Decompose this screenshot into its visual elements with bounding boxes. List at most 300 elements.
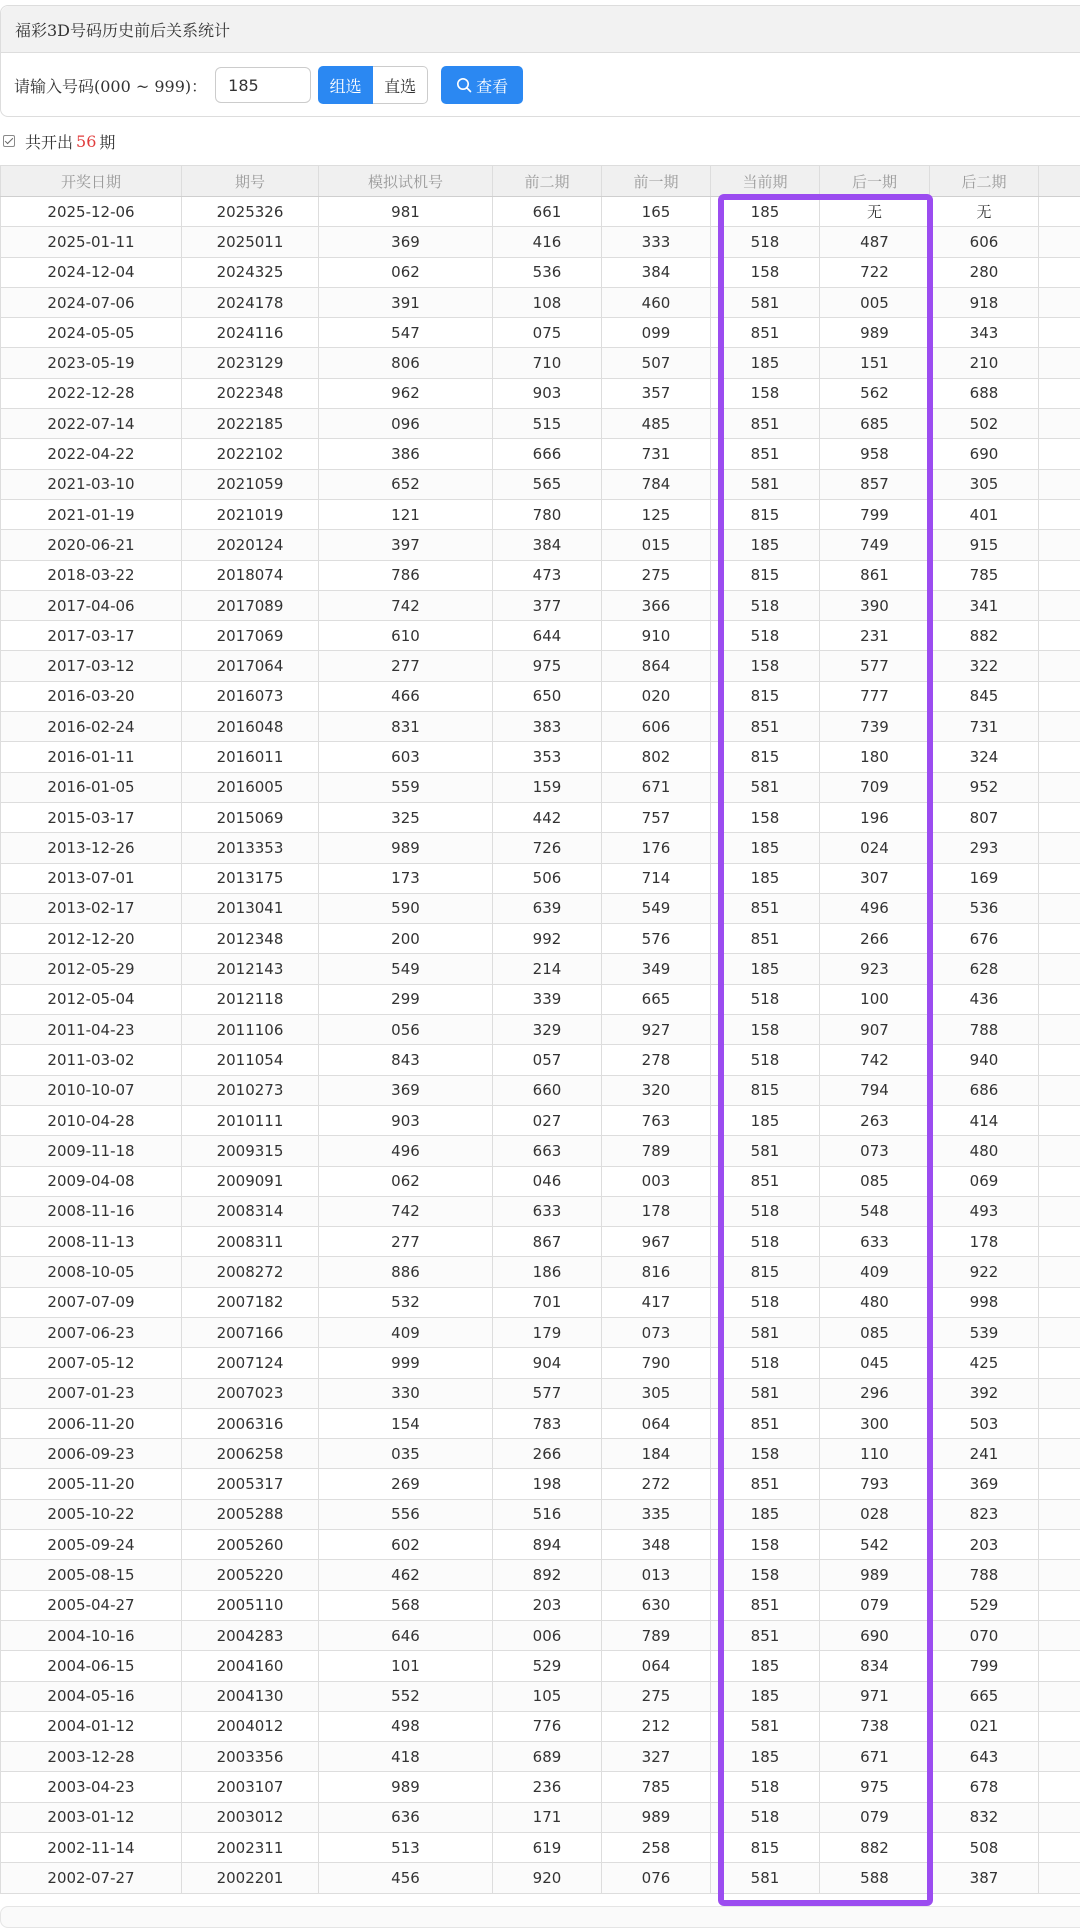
cell-blank [1039,257,1080,287]
cell-current: 518 [711,1287,820,1317]
cell-next-one: 577 [820,651,930,681]
cell-next-two: 280 [930,257,1039,287]
cell-prev-two: 992 [493,924,602,954]
table-header-row [1,166,1080,197]
table-row [1,227,1080,257]
cell-test-number: 466 [319,681,493,711]
cell-blank [1039,1378,1080,1408]
cell-date: 2021-01-19 [1,499,182,529]
cell-date: 2013-02-17 [1,893,182,923]
table-row [1,1530,1080,1560]
cell-date: 2005-04-27 [1,1590,182,1620]
cell-prev-two: 214 [493,954,602,984]
table-row [1,197,1080,227]
cell-date: 2017-04-06 [1,590,182,620]
cell-prev-one: 327 [602,1742,711,1772]
cell-issue: 2003356 [182,1742,319,1772]
cell-issue: 2024325 [182,257,319,287]
cell-prev-one: 606 [602,712,711,742]
number-input-label: 请输入号码(000 ~ 999)： [14,74,207,97]
cell-blank [1039,1560,1080,1590]
cell-test-number: 742 [319,1196,493,1226]
cell-test-number: 035 [319,1439,493,1469]
cell-date: 2022-07-14 [1,409,182,439]
cell-next-one: 231 [820,621,930,651]
cell-issue: 2016048 [182,712,319,742]
cell-prev-two: 639 [493,893,602,923]
cell-next-one: 079 [820,1802,930,1832]
col-header-next-two[interactable]: 后二期 [930,166,1039,197]
cell-prev-one: 099 [602,318,711,348]
cell-date: 2016-03-20 [1,681,182,711]
cell-date: 2021-03-10 [1,469,182,499]
table-row [1,742,1080,772]
cell-prev-two: 329 [493,1015,602,1045]
col-header-prev-one[interactable]: 前一期 [602,166,711,197]
select-mode-toggle [318,66,428,104]
cell-date: 2018-03-22 [1,560,182,590]
cell-next-two: 322 [930,651,1039,681]
col-header-current[interactable]: 当前期 [711,166,820,197]
cell-issue: 2022102 [182,439,319,469]
cell-current: 815 [711,560,820,590]
cell-prev-one: 335 [602,1499,711,1529]
table-row [1,1499,1080,1529]
cell-prev-one: 671 [602,772,711,802]
cell-date: 2003-12-28 [1,1742,182,1772]
cell-current: 185 [711,1742,820,1772]
cell-test-number: 386 [319,439,493,469]
cell-issue: 2012143 [182,954,319,984]
cell-next-two: 799 [930,1651,1039,1681]
cell-issue: 2005317 [182,1469,319,1499]
cell-next-two: 536 [930,893,1039,923]
cell-prev-two: 536 [493,257,602,287]
direct-select-button[interactable]: 直选 [373,66,428,104]
cell-next-one: 480 [820,1287,930,1317]
cell-date: 2007-06-23 [1,1317,182,1347]
cell-current: 158 [711,1015,820,1045]
cell-test-number: 096 [319,409,493,439]
cell-prev-two: 633 [493,1196,602,1226]
cell-current: 158 [711,651,820,681]
cell-blank [1039,197,1080,227]
cell-current: 158 [711,1439,820,1469]
cell-issue: 2008272 [182,1257,319,1287]
cell-issue: 2009315 [182,1136,319,1166]
cell-next-two: 922 [930,1257,1039,1287]
cell-current: 581 [711,1136,820,1166]
cell-current: 581 [711,1378,820,1408]
table-row [1,1590,1080,1620]
cell-issue: 2008311 [182,1227,319,1257]
cell-date: 2007-01-23 [1,1378,182,1408]
cell-blank [1039,681,1080,711]
cell-date: 2022-12-28 [1,378,182,408]
cell-blank [1039,1620,1080,1650]
cell-test-number: 886 [319,1257,493,1287]
cell-current: 518 [711,1348,820,1378]
cell-prev-two: 783 [493,1408,602,1438]
cell-prev-one: 003 [602,1166,711,1196]
table-row [1,560,1080,590]
cell-date: 2025-01-11 [1,227,182,257]
cell-next-two: 425 [930,1348,1039,1378]
cell-current: 518 [711,1772,820,1802]
cell-test-number: 418 [319,1742,493,1772]
cell-issue: 2017064 [182,651,319,681]
cell-next-one: 024 [820,833,930,863]
cell-blank [1039,742,1080,772]
cell-current: 815 [711,1075,820,1105]
cell-prev-one: 802 [602,742,711,772]
col-header-next-one[interactable]: 后一期 [820,166,930,197]
cell-blank [1039,1530,1080,1560]
cell-blank [1039,1439,1080,1469]
cell-date: 2009-04-08 [1,1166,182,1196]
table-row [1,348,1080,378]
cell-next-one: 739 [820,712,930,742]
cell-test-number: 409 [319,1317,493,1347]
cell-current: 851 [711,1590,820,1620]
cell-prev-one: 357 [602,378,711,408]
cell-next-one: 196 [820,802,930,832]
table-row [1,772,1080,802]
cell-next-two: 788 [930,1560,1039,1590]
cell-issue: 2018074 [182,560,319,590]
cell-next-two: 940 [930,1045,1039,1075]
cell-blank [1039,1166,1080,1196]
col-header-date[interactable]: 开奖日期 [1,166,182,197]
cell-test-number: 989 [319,833,493,863]
cell-issue: 2022348 [182,378,319,408]
table-row [1,469,1080,499]
cell-current: 851 [711,439,820,469]
cell-prev-two: 506 [493,863,602,893]
cell-prev-one: 258 [602,1833,711,1863]
cell-next-one: 296 [820,1378,930,1408]
cell-next-two: 324 [930,742,1039,772]
cell-next-one: 073 [820,1136,930,1166]
cell-issue: 2017089 [182,590,319,620]
cell-test-number: 962 [319,378,493,408]
cell-issue: 2004160 [182,1651,319,1681]
history-table [0,165,1080,1894]
cell-prev-one: 460 [602,287,711,317]
cell-test-number: 636 [319,1802,493,1832]
cell-next-one: 028 [820,1499,930,1529]
cell-blank [1039,1681,1080,1711]
cell-prev-one: 275 [602,1681,711,1711]
cell-prev-one: 549 [602,893,711,923]
cell-blank [1039,893,1080,923]
cell-issue: 2021059 [182,469,319,499]
cell-prev-one: 073 [602,1317,711,1347]
cell-current: 851 [711,924,820,954]
cell-test-number: 610 [319,621,493,651]
cell-next-two: 021 [930,1711,1039,1741]
cell-date: 2010-10-07 [1,1075,182,1105]
cell-next-one: 409 [820,1257,930,1287]
cell-prev-one: 784 [602,469,711,499]
group-select-button[interactable]: 组选 [318,66,373,104]
cell-blank [1039,772,1080,802]
cell-next-two: 529 [930,1590,1039,1620]
cell-next-two: 508 [930,1833,1039,1863]
cell-date: 2013-12-26 [1,833,182,863]
cell-next-two: 414 [930,1105,1039,1135]
cell-blank [1039,530,1080,560]
cell-issue: 2002201 [182,1863,319,1893]
cell-prev-two: 516 [493,1499,602,1529]
cell-test-number: 652 [319,469,493,499]
cell-prev-one: 485 [602,409,711,439]
cell-blank [1039,1317,1080,1347]
cell-test-number: 568 [319,1590,493,1620]
cell-next-two: 785 [930,560,1039,590]
cell-current: 185 [711,197,820,227]
cell-date: 2004-10-16 [1,1620,182,1650]
cell-prev-one: 333 [602,227,711,257]
cell-prev-two: 203 [493,1590,602,1620]
cell-prev-two: 186 [493,1257,602,1287]
cell-test-number: 056 [319,1015,493,1045]
cell-prev-one: 013 [602,1560,711,1590]
cell-issue: 2005288 [182,1499,319,1529]
table-row [1,1317,1080,1347]
cell-issue: 2021019 [182,499,319,529]
cell-next-one: 671 [820,1742,930,1772]
cell-prev-one: 176 [602,833,711,863]
cell-prev-two: 666 [493,439,602,469]
cell-prev-two: 726 [493,833,602,863]
cell-test-number: 277 [319,1227,493,1257]
cell-prev-two: 416 [493,227,602,257]
cell-date: 2011-03-02 [1,1045,182,1075]
cell-issue: 2004283 [182,1620,319,1650]
cell-prev-two: 473 [493,560,602,590]
cell-blank [1039,621,1080,651]
cell-next-two: 343 [930,318,1039,348]
cell-next-one: 738 [820,1711,930,1741]
cell-next-two: 678 [930,1772,1039,1802]
cell-test-number: 831 [319,712,493,742]
cell-blank [1039,227,1080,257]
cell-issue: 2003012 [182,1802,319,1832]
table-row [1,833,1080,863]
number-input[interactable] [215,67,311,103]
cell-date: 2005-09-24 [1,1530,182,1560]
cell-test-number: 981 [319,197,493,227]
cell-current: 851 [711,1408,820,1438]
cell-prev-two: 710 [493,348,602,378]
cell-test-number: 556 [319,1499,493,1529]
cell-next-two: 643 [930,1742,1039,1772]
cell-issue: 2012118 [182,984,319,1014]
cell-prev-two: 159 [493,772,602,802]
cell-next-two: 069 [930,1166,1039,1196]
cell-issue: 2024116 [182,318,319,348]
cell-prev-one: 790 [602,1348,711,1378]
cell-date: 2012-12-20 [1,924,182,954]
panel-title: 福彩3D号码历史前后关系统计 [1,6,1080,53]
cell-issue: 2004130 [182,1681,319,1711]
cell-current: 851 [711,1469,820,1499]
cell-prev-two: 377 [493,590,602,620]
cell-next-one: 633 [820,1227,930,1257]
cell-prev-one: 272 [602,1469,711,1499]
cell-blank [1039,984,1080,1014]
table-row [1,1711,1080,1741]
table-row [1,1105,1080,1135]
cell-prev-two: 577 [493,1378,602,1408]
cell-prev-one: 165 [602,197,711,227]
table-row [1,439,1080,469]
cell-test-number: 299 [319,984,493,1014]
cell-date: 2006-09-23 [1,1439,182,1469]
cell-issue: 2013041 [182,893,319,923]
cell-prev-two: 529 [493,1651,602,1681]
cell-date: 2012-05-04 [1,984,182,1014]
cell-date: 2025-12-06 [1,197,182,227]
col-header-prev-two[interactable]: 前二期 [493,166,602,197]
table-row [1,1560,1080,1590]
table-row [1,1015,1080,1045]
cell-issue: 2005260 [182,1530,319,1560]
cell-test-number: 646 [319,1620,493,1650]
cell-prev-two: 179 [493,1317,602,1347]
cell-issue: 2011106 [182,1015,319,1045]
cell-next-one: 907 [820,1015,930,1045]
cell-next-two: 436 [930,984,1039,1014]
cell-date: 2008-11-13 [1,1227,182,1257]
cell-test-number: 101 [319,1651,493,1681]
cell-test-number: 903 [319,1105,493,1135]
cell-next-one: 923 [820,954,930,984]
cell-current: 815 [711,499,820,529]
table-row [1,378,1080,408]
cell-date: 2004-01-12 [1,1711,182,1741]
table-row [1,530,1080,560]
cell-test-number: 843 [319,1045,493,1075]
cell-prev-one: 125 [602,499,711,529]
cell-next-one: 989 [820,318,930,348]
cell-prev-two: 619 [493,1833,602,1863]
cell-test-number: 154 [319,1408,493,1438]
cell-next-two: 169 [930,863,1039,893]
cell-date: 2008-10-05 [1,1257,182,1287]
table-row [1,1681,1080,1711]
cell-next-two: 369 [930,1469,1039,1499]
cell-blank [1039,590,1080,620]
cell-current: 518 [711,1227,820,1257]
cell-next-two: 998 [930,1287,1039,1317]
cell-prev-two: 236 [493,1772,602,1802]
cell-issue: 2016011 [182,742,319,772]
cell-prev-two: 105 [493,1681,602,1711]
cell-next-one: 496 [820,893,930,923]
total-summary [3,131,115,151]
cell-issue: 2025326 [182,197,319,227]
cell-date: 2002-11-14 [1,1833,182,1863]
cell-date: 2005-11-20 [1,1469,182,1499]
cell-date: 2024-05-05 [1,318,182,348]
cell-next-one: 794 [820,1075,930,1105]
cell-test-number: 603 [319,742,493,772]
cell-current: 581 [711,1317,820,1347]
col-header-issue[interactable]: 期号 [182,166,319,197]
cell-blank [1039,439,1080,469]
cell-prev-one: 989 [602,1802,711,1832]
cell-next-two: 401 [930,499,1039,529]
cell-prev-one: 789 [602,1620,711,1650]
cell-blank [1039,924,1080,954]
summary-prefix: 共开出 [25,130,73,153]
cell-prev-one: 184 [602,1439,711,1469]
cell-blank [1039,1348,1080,1378]
cell-current: 158 [711,257,820,287]
cell-prev-one: 064 [602,1408,711,1438]
cell-prev-two: 776 [493,1711,602,1741]
cell-current: 518 [711,1196,820,1226]
cell-prev-one: 630 [602,1590,711,1620]
cell-blank [1039,1863,1080,1893]
cell-date: 2002-07-27 [1,1863,182,1893]
table-row [1,1075,1080,1105]
cell-next-two: 070 [930,1620,1039,1650]
summary-checkbox-icon[interactable] [3,135,15,147]
cell-current: 185 [711,954,820,984]
cell-next-two: 241 [930,1439,1039,1469]
table-row [1,1166,1080,1196]
cell-blank [1039,409,1080,439]
cell-test-number: 547 [319,318,493,348]
cell-issue: 2012348 [182,924,319,954]
table-row [1,257,1080,287]
cell-next-two: 690 [930,439,1039,469]
cell-prev-one: 278 [602,1045,711,1075]
cell-current: 815 [711,681,820,711]
cell-date: 2024-12-04 [1,257,182,287]
cell-date: 2008-11-16 [1,1196,182,1226]
cell-current: 581 [711,1711,820,1741]
cell-prev-one: 275 [602,560,711,590]
cell-prev-two: 171 [493,1802,602,1832]
cell-test-number: 369 [319,1075,493,1105]
table-row [1,681,1080,711]
next-panel-edge [0,1906,1080,1928]
view-button[interactable] [441,66,523,104]
table-row [1,893,1080,923]
cell-issue: 2005220 [182,1560,319,1590]
cell-test-number: 062 [319,1166,493,1196]
cell-next-one: 799 [820,499,930,529]
col-header-blank [1039,166,1080,197]
cell-prev-two: 057 [493,1045,602,1075]
table-row [1,863,1080,893]
cell-blank [1039,863,1080,893]
cell-next-two: 480 [930,1136,1039,1166]
col-header-test-number[interactable]: 模拟试机号 [319,166,493,197]
cell-test-number: 552 [319,1681,493,1711]
cell-next-two: 210 [930,348,1039,378]
cell-issue: 2022185 [182,409,319,439]
cell-current: 158 [711,1530,820,1560]
cell-date: 2005-10-22 [1,1499,182,1529]
cell-blank [1039,1196,1080,1226]
cell-next-one: 151 [820,348,930,378]
cell-test-number: 590 [319,893,493,923]
